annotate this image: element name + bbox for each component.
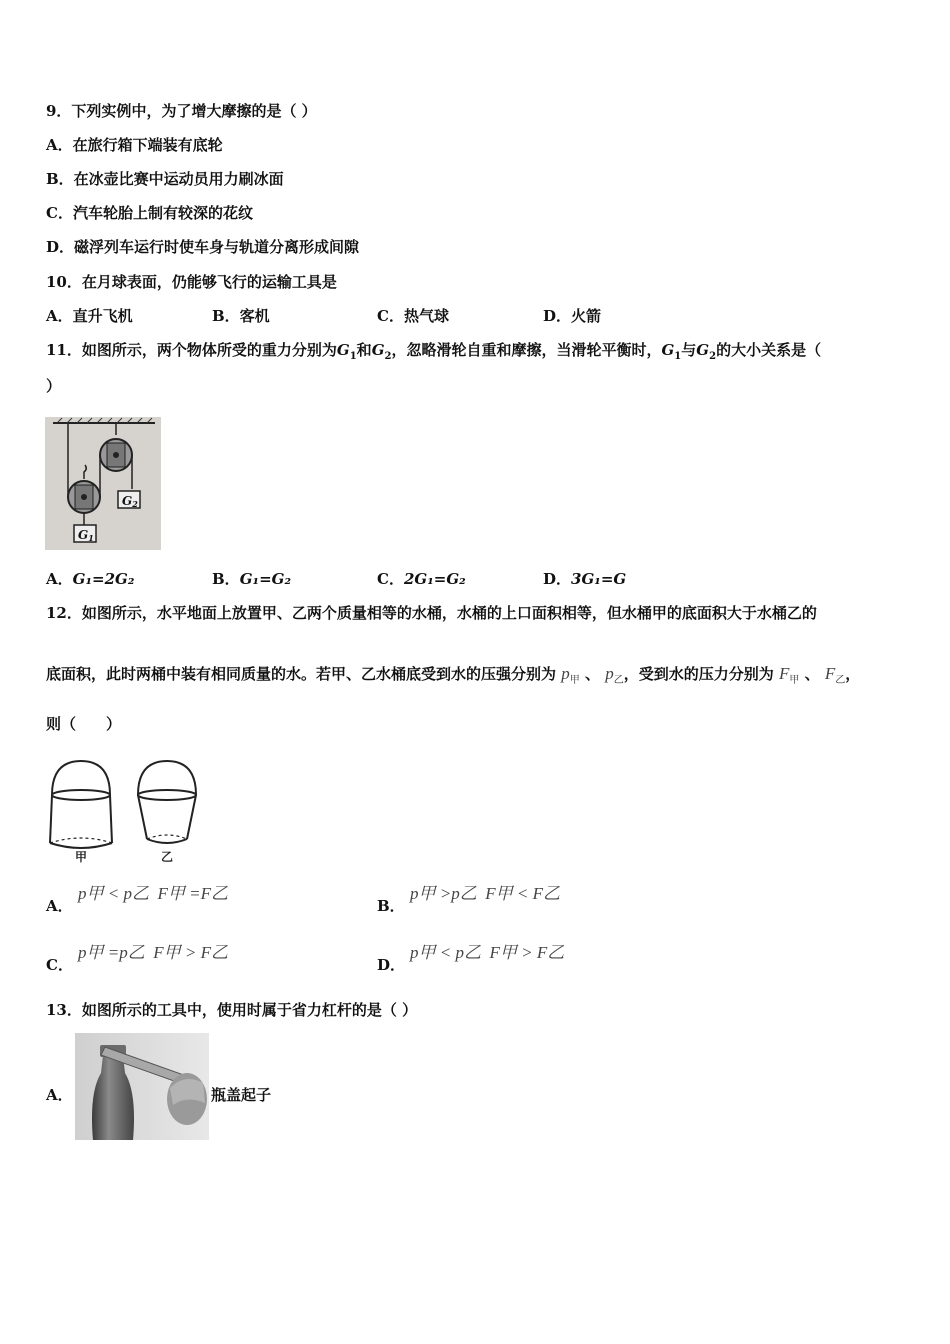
q13-option-a-text: 瓶盖起子 — [211, 1086, 272, 1104]
bucket-jia-rim — [52, 790, 110, 800]
q9-option-c: C．汽车轮胎上制有较深的花纹 — [46, 204, 253, 222]
q9-option-b: B．在冰壶比赛中运动员用力刷冰面 — [46, 170, 284, 188]
q10-option-c: C．热气球 — [377, 307, 449, 325]
q12-option-d-expr: p甲 < p乙 F甲 > F乙 — [410, 943, 565, 962]
q11-stem-close: ） — [46, 377, 62, 395]
q10-option-a: A．直升飞机 — [46, 307, 133, 325]
q12-option-c-label: C． — [46, 956, 73, 974]
q12-stem-line1: 12．如图所示，水平地面上放置甲、乙两个质量相等的水桶，水桶的上口面积相等，但水桶甲的底面积大于水桶乙的 — [46, 604, 817, 622]
q12-option-c-expr: p甲 =p乙 F甲 > F乙 — [78, 943, 228, 962]
pulley-figure — [45, 417, 161, 550]
q12-option-a-expr: p甲 < p乙 F甲 =F乙 — [78, 884, 228, 903]
buckets-figure — [45, 757, 205, 865]
q10-stem: 10．在月球表面，仍能够飞行的运输工具是 — [46, 273, 337, 291]
q11-option-c: C．2G₁=G₂ — [377, 570, 466, 588]
q10-option-b: B．客机 — [212, 307, 270, 325]
bucket-jia-label: 甲 — [75, 850, 88, 864]
q11-stem-line1: 11．如图所示，两个物体所受的重力分别为$G_1$和$G_2$，忽略滑轮自重和摩擦，当滑轮平衡时，$G_1$与$G_2$的大小关系是（ — [46, 341, 822, 362]
q12-option-a-label: A． — [46, 897, 73, 915]
pulley-figure-bg — [45, 417, 161, 550]
weight-g2-label: G2 — [122, 494, 138, 509]
q12-stem-line3: 则（ ） — [46, 715, 122, 733]
q9-option-a: A．在旅行箱下端装有底轮 — [46, 136, 223, 154]
q13-stem: 13．如图所示的工具中，使用时属于省力杠杆的是（ ） — [46, 1001, 418, 1019]
q12-stem-line2: 底面积，此时两桶中装有相同质量的水。若甲、乙水桶底受到水的压强分别为 $p_甲$ 、 $p_乙$，受到水的压力分别为 $F_甲$ 、 $F_乙$， — [46, 664, 861, 686]
q12-option-d-label: D． — [377, 956, 406, 974]
bucket-yi-rim — [138, 790, 196, 800]
q12-option-b-expr: p甲 >p乙 F甲 < F乙 — [410, 884, 560, 903]
q9-option-d: D．磁浮列车运行时使车身与轨道分离形成间隙 — [46, 238, 360, 256]
q13-option-a-label: A． — [46, 1086, 73, 1104]
bottle-opener-photo — [75, 1033, 209, 1140]
bucket-yi-label: 乙 — [161, 850, 174, 864]
q11-option-b: B．G₁=G₂ — [212, 570, 292, 588]
q11-option-a: A．G₁=2G₂ — [46, 570, 135, 588]
q10-option-d: D．火箭 — [543, 307, 602, 325]
weight-g1-label: G1 — [78, 528, 94, 543]
q11-option-d: D．3G₁=G — [543, 570, 627, 588]
q9-stem: 9．下列实例中，为了增大摩擦的是（ ） — [46, 102, 317, 120]
q12-option-b-label: B． — [377, 897, 405, 915]
